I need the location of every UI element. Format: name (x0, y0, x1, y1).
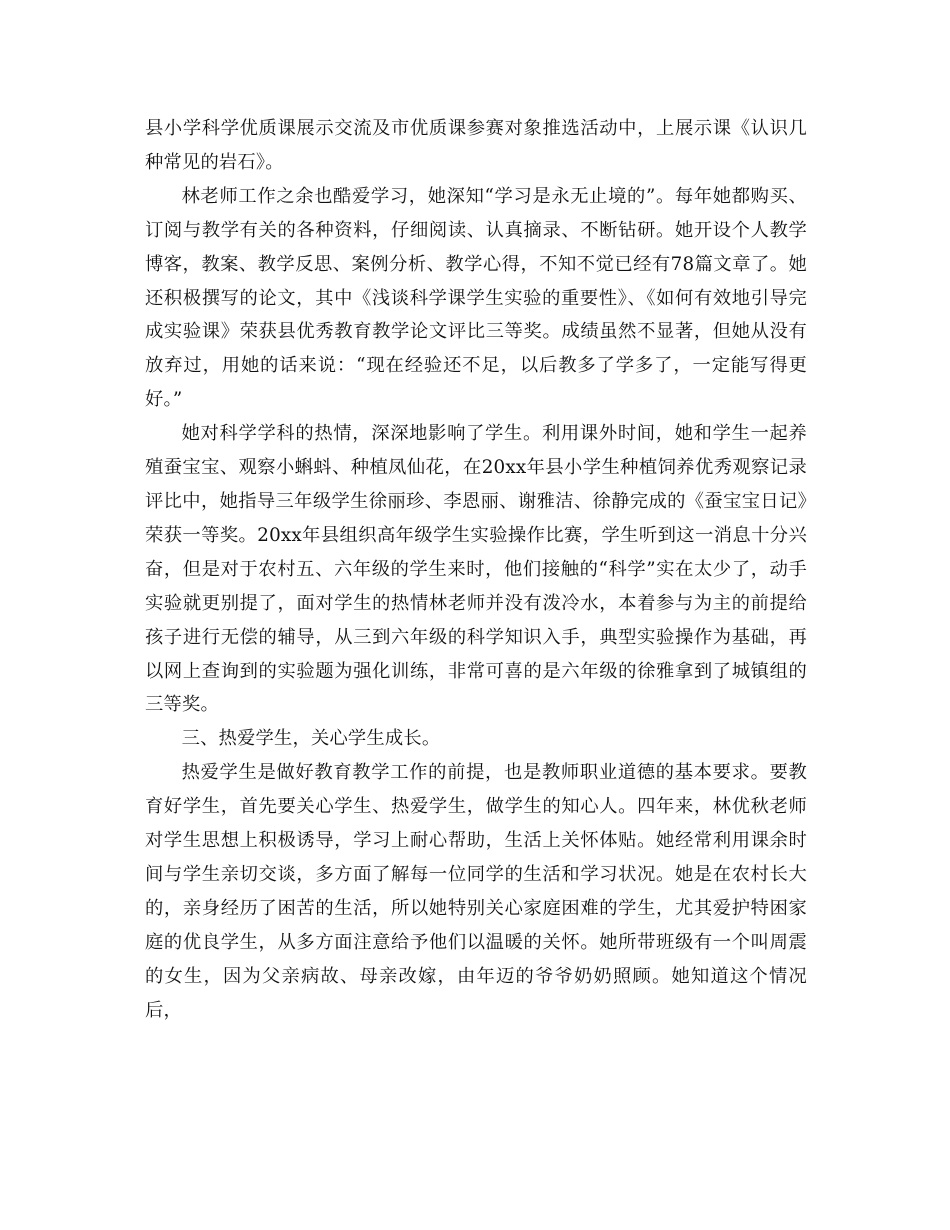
document-body (145, 112, 807, 1027)
paragraph-3: 她对科学学科的热情，深深地影响了学生。利用课外时间，她和学生一起养殖蚕宝宝、观察小蝌蚪、种植凤仙花，在20xx年县小学生种植饲养优秀观察记录评比中，她指导三年级学生徐丽珍、李恩丽、谢雅洁、徐静完成的《蚕宝宝日记》荣获一等奖。20xx年县组织高年级学生实验操作比赛，学生听到这一消息十分兴奋，但是对于农村五、六年级的学生来时，他们接触的“科学”实在太少了，动手实验就更别提了，面对学生的热情林老师并没有泼冷水，本着参与为主的前提给孩子进行无偿的辅导，从三到六年级的科学知识入手，典型实验操作为基础，再以网上查询到的实验题为强化训练，非常可喜的是六年级的徐雅拿到了城镇组的三等奖。 (145, 423, 807, 716)
paragraph-2: 林老师工作之余也酷爱学习，她深知“学习是永无止境的”。每年她都购买、订阅与教学有关的各种资料，仔细阅读、认真摘录、不断钻研。她开设个人教学博客，教案、教学反思、案例分析、教学心得，不知不觉已经有78篇文章了。她还积极撰写的论文，其中《浅谈科学课学生实验的重要性》、《如何有效地引导完成实验课》荣获县优秀教育教学论文评比三等奖。成绩虽然不显著，但她从没有放弃过，用她的话来说：“现在经验还不足，以后教多了学多了，一定能写得更好。” (145, 185, 807, 411)
paragraph-1: 县小学科学优质课展示交流及市优质课参赛对象推选活动中，上展示课《认识几种常见的岩石》。 (145, 118, 807, 173)
paragraph-4: 热爱学生是做好教育教学工作的前提，也是教师职业道德的基本要求。要教育好学生，首先要关心学生、热爱学生，做学生的知心人。四年来，林优秋老师对学生思想上积极诱导，学习上耐心帮助，生活上关怀体贴。她经常利用课余时间与学生亲切交谈，多方面了解每一位同学的生活和学习状况。她是在农村长大的，亲身经历了困苦的生活，所以她特别关心家庭困难的学生，尤其爱护特困家庭的优良学生，从多方面注意给予他们以温暖的关怀。她所带班级有一个叫周震的女生，因为父亲病故、母亲改嫁，由年迈的爷爷奶奶照顾。她知道这个情况后， (145, 762, 807, 1021)
section-heading-3: 三、热爱学生，关心学生成长。 (181, 728, 441, 750)
